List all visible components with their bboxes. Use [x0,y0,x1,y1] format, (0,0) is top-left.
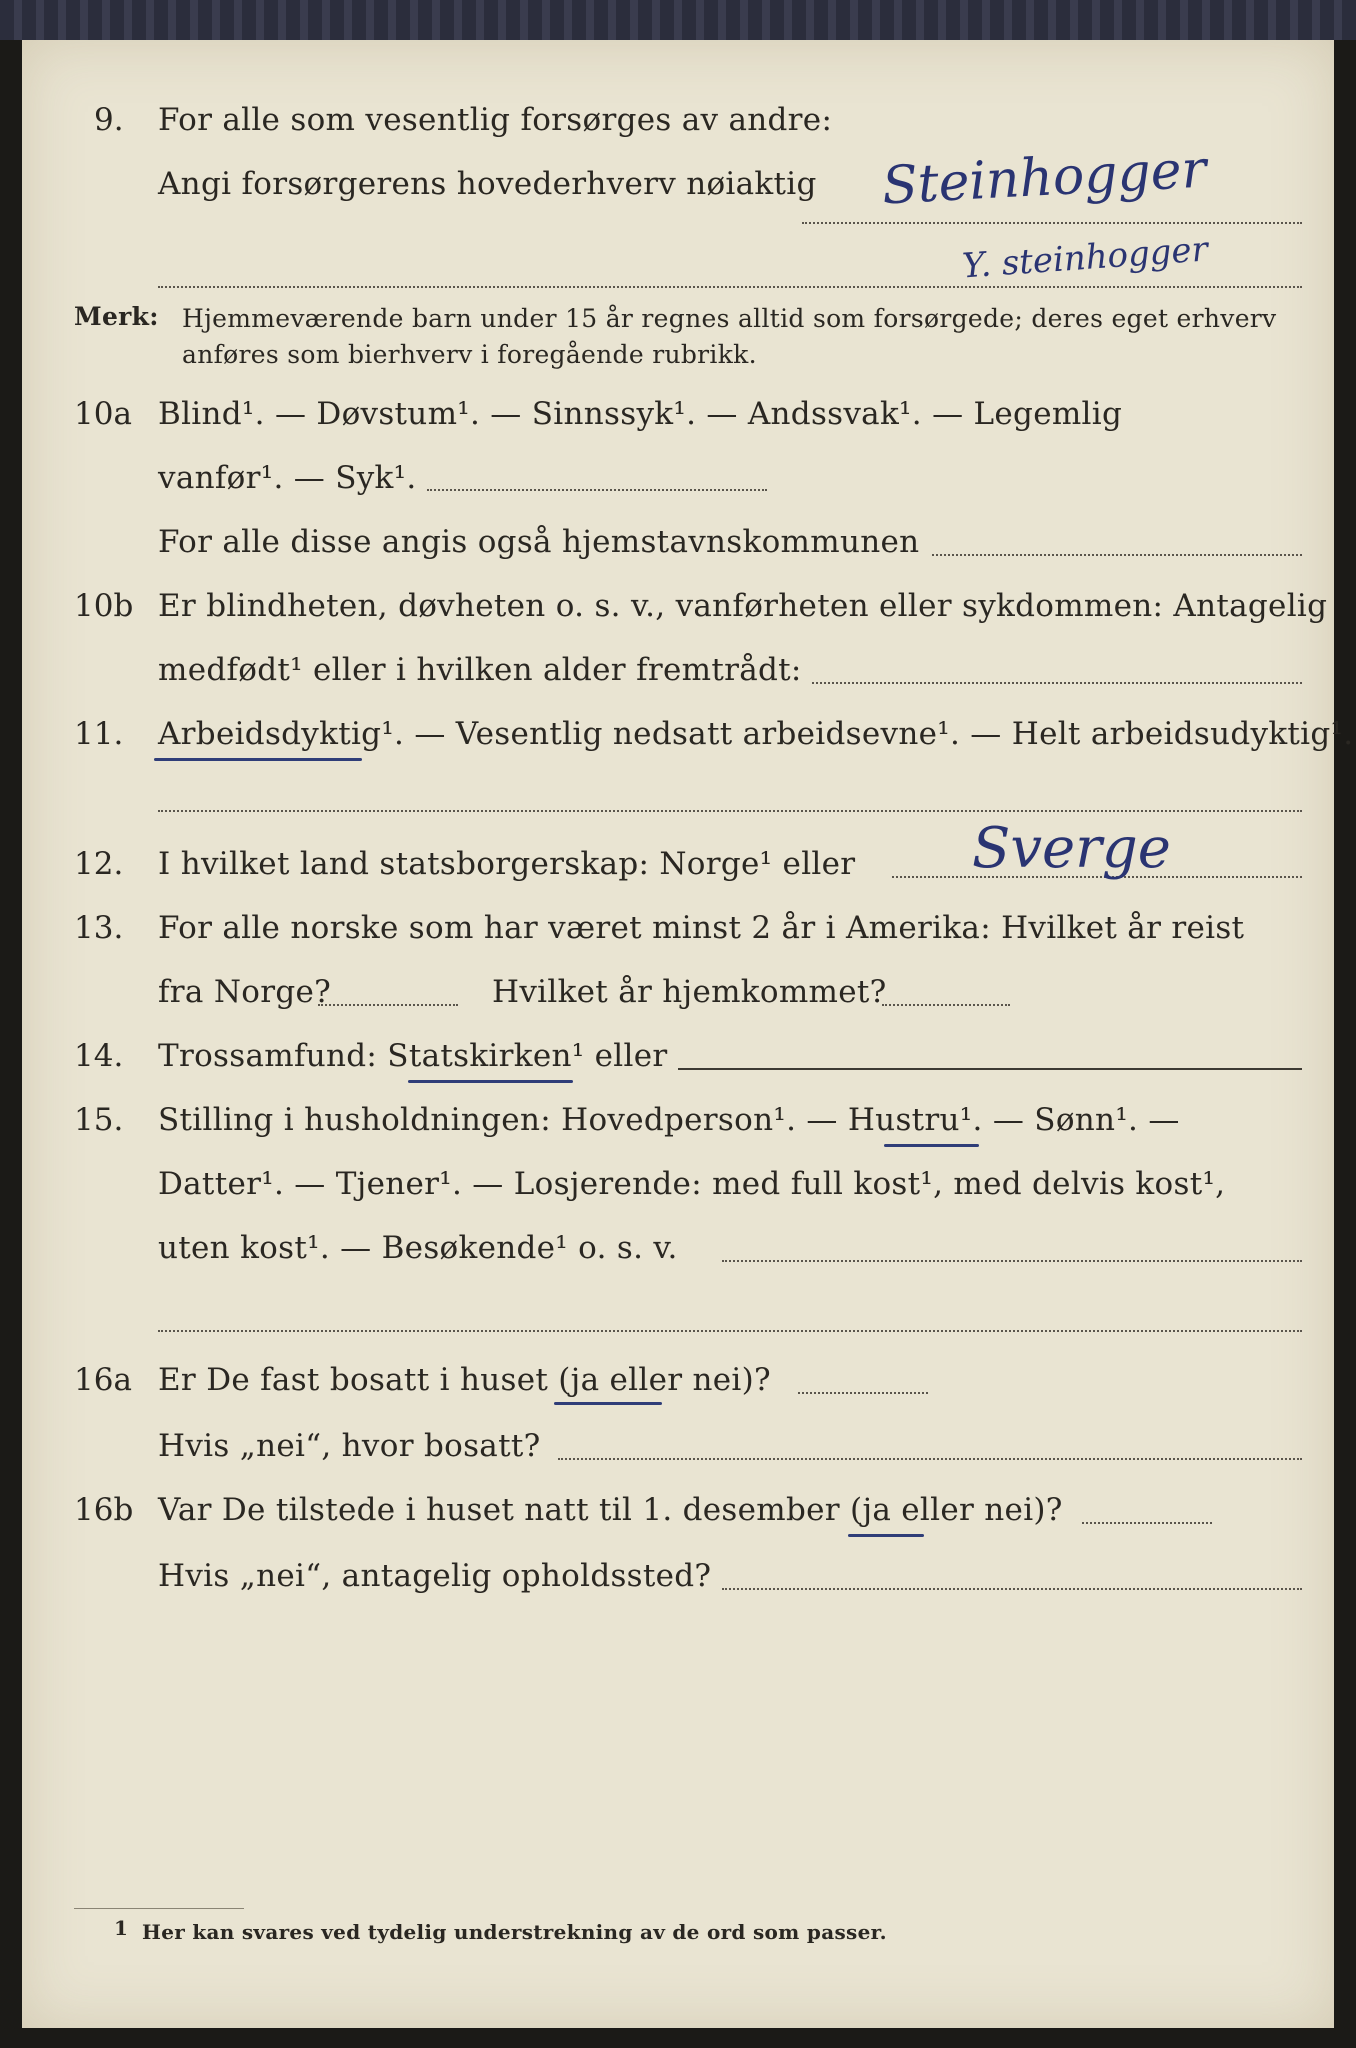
q10a-line2: vanfør¹. — Syk¹. [158,460,417,496]
footnote-rule [74,1908,244,1909]
q15-number: 15. [74,1102,124,1138]
q11-number: 11. [74,716,124,752]
q14-line1: Trossamfund: Statskirken¹ eller [158,1038,668,1074]
q14-answer-line [678,1068,1302,1070]
q15-line2: Datter¹. — Tjener¹. — Losjerende: med full kost¹, med delvis kost¹, [158,1166,1226,1202]
q10a-line1: Blind¹. — Døvstum¹. — Sinnssyk¹. — Andssvak¹. — Legemlig [158,396,1123,432]
q11-extra-line [158,810,1302,812]
q11-line1: Arbeidsdyktig¹. — Vesentlig nedsatt arbeidsevne¹. — Helt arbeidsudyktig¹. [158,716,1354,752]
census-form-page [22,40,1354,2028]
q13-departure: fra Norge? [158,974,332,1010]
q10a-line3: For alle disse angis også hjemstavnskommunen [158,524,920,560]
merk-line2: anføres som bierhverv i foregående rubrikk. [182,340,757,369]
q9-line2: Angi forsørgerens hovederhverv nøiaktig [158,166,817,202]
merk-label: Merk: [74,302,159,331]
q14-selected-underline [408,1080,573,1083]
q13-return-line [882,1004,1010,1006]
footnote-text: Her kan svares ved tydelig understrekning av de ord som passer. [142,1920,887,1944]
q16a-number: 16a [74,1362,132,1398]
q10b-number: 10b [74,588,134,624]
q12-line1: I hvilket land statsborgerskap: Norge¹ eller [158,846,856,882]
q13-line1: For alle norske som har været minst 2 år i Amerika: Hvilket år reist [158,910,1245,946]
q16a-residence-line [558,1458,1302,1460]
q9-handwritten-answer: Steinhogger [880,139,1208,217]
q16b-line2: Hvis „nei“, antagelig opholdssted? [158,1558,712,1594]
q10b-answer-line [812,682,1302,684]
q9-line1: For alle som vesentlig forsørges av andre: [158,102,833,138]
q16a-line2: Hvis „nei“, hvor bosatt? [158,1428,541,1464]
q16a-answer-line [798,1392,928,1394]
q13-number: 13. [74,910,124,946]
q16a-selected-underline [554,1402,662,1405]
q12-handwritten-answer: Sverge [972,816,1171,881]
q13-departure-line [318,1004,458,1006]
q15-extra-line [158,1330,1302,1332]
footnote-mark: 1 [114,1916,129,1940]
q10a-answer-line [427,489,767,491]
q16a-line1: Er De fast bosatt i huset (ja eller nei)? [158,1362,771,1398]
q16b-answer-line [1082,1522,1212,1524]
q10a-number: 10a [74,396,132,432]
q9-answer-line [802,222,1302,224]
q9-handwritten-answer-2: Y. steinhogger [960,229,1210,287]
q16b-number: 16b [74,1492,134,1528]
q10b-line1: Er blindheten, døvheten o. s. v., vanførheten eller sykdommen: Antagelig [158,588,1328,624]
merk-line1: Hjemmeværende barn under 15 år regnes alltid som forsørgede; deres eget erhverv [182,304,1277,333]
q13-return: Hvilket år hjemkommet? [492,974,887,1010]
q9-number: 9. [94,102,124,138]
q16b-selected-underline [848,1534,924,1537]
q14-number: 14. [74,1038,124,1074]
q15-selected-underline [884,1144,979,1147]
q10b-line2: medfødt¹ eller i hvilken alder fremtrådt: [158,652,802,688]
q16b-whereabouts-line [722,1588,1302,1590]
q11-selected-underline [154,758,362,761]
q12-number: 12. [74,846,124,882]
q15-line1: Stilling i husholdningen: Hovedperson¹. — Hustru¹. — Sønn¹. — [158,1102,1180,1138]
q16b-line1: Var De tilstede i huset natt til 1. desember (ja eller nei)? [158,1492,1063,1528]
q15-line3: uten kost¹. — Besøkende¹ o. s. v. [158,1230,678,1266]
q9-second-line [158,286,1302,288]
scan-top-edge [0,0,1356,40]
q10a-hometown-line [932,554,1302,556]
q15-answer-line [722,1260,1302,1262]
